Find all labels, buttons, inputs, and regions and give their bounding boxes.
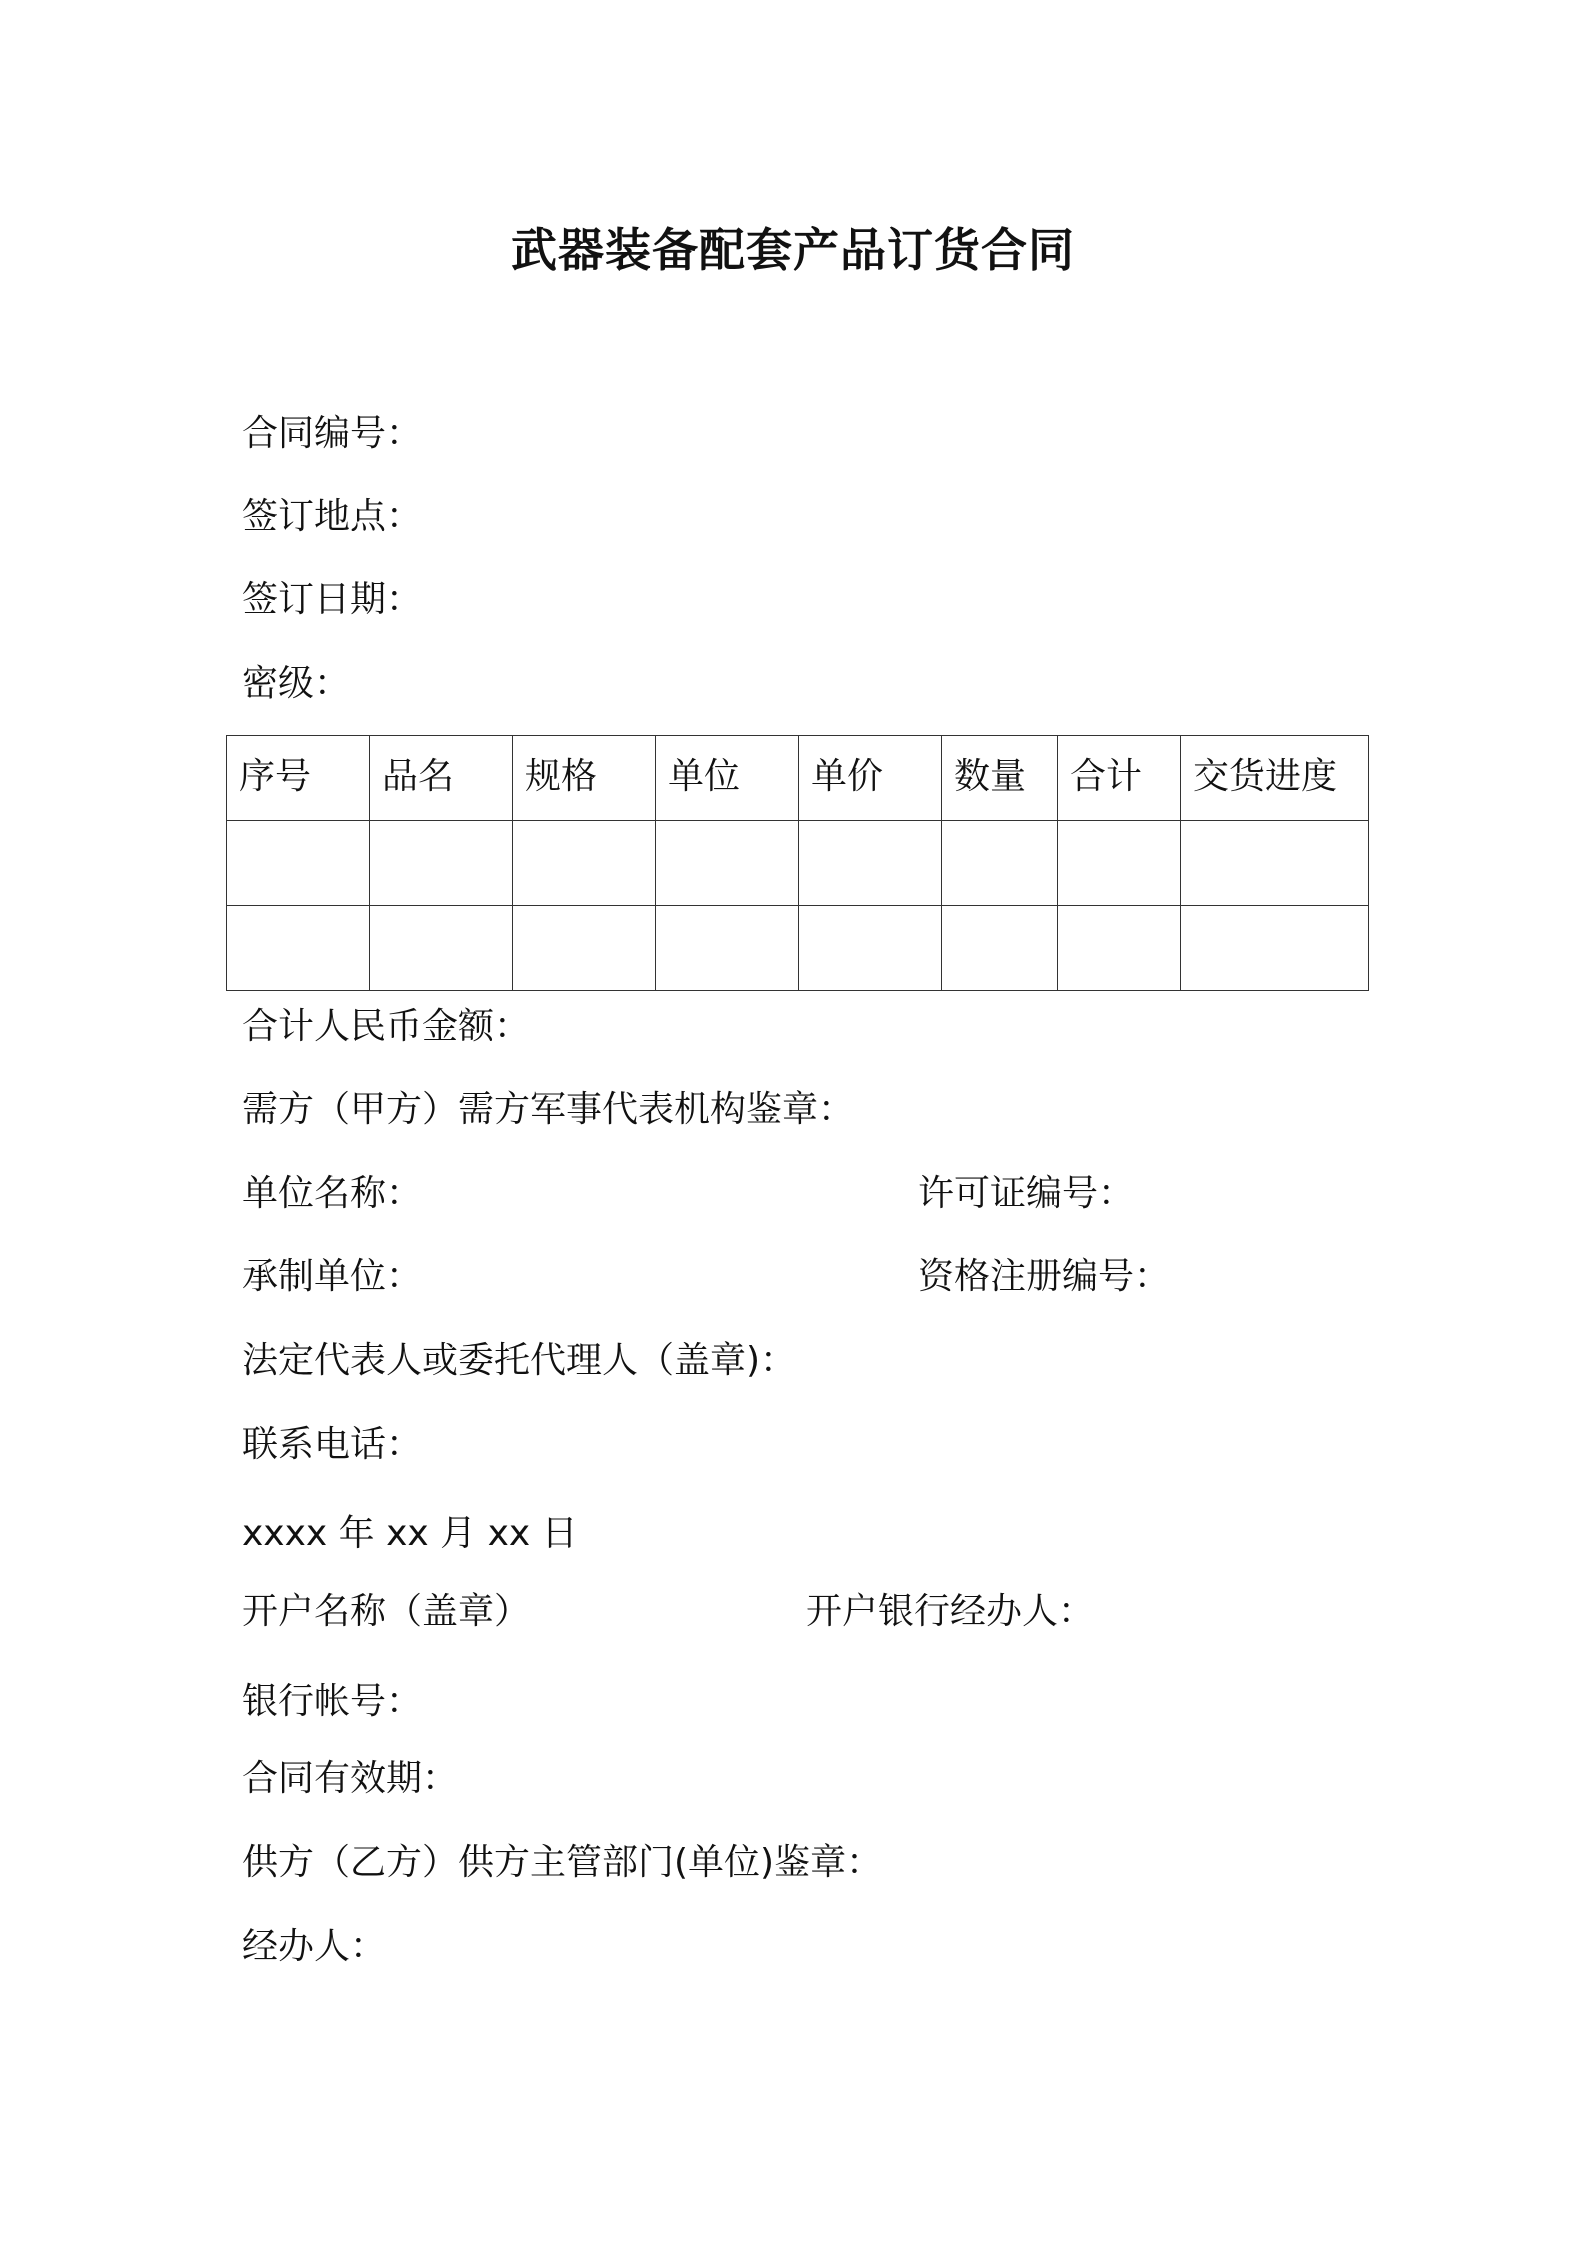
phone-label: 联系电话： — [242, 1424, 423, 1465]
table-cell — [656, 821, 799, 906]
column-header-index: 序号 — [227, 736, 370, 821]
handler-label: 经办人： — [242, 1926, 387, 1967]
sign-place-label: 签订地点： — [242, 496, 423, 537]
manufacturer-label: 承制单位： — [242, 1256, 423, 1297]
table-row — [227, 821, 1369, 906]
bank-account-label: 银行帐号： — [242, 1681, 423, 1722]
order-items-table — [226, 735, 1369, 991]
table-cell — [1058, 821, 1181, 906]
order-items-table-wrapper — [226, 735, 1369, 991]
legal-representative-label: 法定代表人或委托代理人（盖章)： — [242, 1340, 797, 1381]
table-cell — [1058, 906, 1181, 991]
unit-name-label: 单位名称： — [242, 1173, 423, 1214]
qualification-no-label: 资格注册编号： — [918, 1256, 1171, 1297]
total-rmb-label: 合计人民币金额： — [242, 1006, 531, 1047]
page-title: 武器装备配套产品订货合同 — [511, 223, 1075, 277]
column-header-unit: 单位 — [656, 736, 799, 821]
bank-agent-label: 开户银行经办人： — [806, 1591, 1095, 1632]
table-cell — [227, 821, 370, 906]
table-header-row — [227, 736, 1369, 821]
table-row — [227, 906, 1369, 991]
sign-date-label: 签订日期： — [242, 579, 423, 620]
table-cell — [370, 821, 513, 906]
table-cell — [227, 906, 370, 991]
column-header-delivery-schedule: 交货进度 — [1181, 736, 1369, 821]
table-cell — [370, 906, 513, 991]
table-cell — [942, 906, 1058, 991]
table-cell — [513, 821, 656, 906]
table-cell — [513, 906, 656, 991]
table-cell — [1181, 906, 1369, 991]
contract-no-label: 合同编号： — [242, 413, 423, 454]
date-line: xxxx 年 xx 月 xx 日 — [242, 1513, 578, 1554]
account-name-label: 开户名称（盖章） — [242, 1591, 531, 1632]
license-no-label: 许可证编号： — [918, 1173, 1135, 1214]
table-cell — [942, 821, 1058, 906]
table-cell — [799, 906, 942, 991]
column-header-product-name: 品名 — [370, 736, 513, 821]
column-header-unit-price: 单价 — [799, 736, 942, 821]
classification-label: 密级： — [242, 663, 351, 704]
table-cell — [799, 821, 942, 906]
column-header-quantity: 数量 — [942, 736, 1058, 821]
supplier-seal-label: 供方（乙方）供方主管部门(单位)鉴章： — [242, 1842, 883, 1883]
column-header-total: 合计 — [1058, 736, 1181, 821]
table-cell — [1181, 821, 1369, 906]
buyer-seal-label: 需方（甲方）需方军事代表机构鉴章： — [242, 1089, 855, 1130]
table-cell — [656, 906, 799, 991]
contract-validity-label: 合同有效期： — [242, 1758, 459, 1799]
column-header-spec: 规格 — [513, 736, 656, 821]
